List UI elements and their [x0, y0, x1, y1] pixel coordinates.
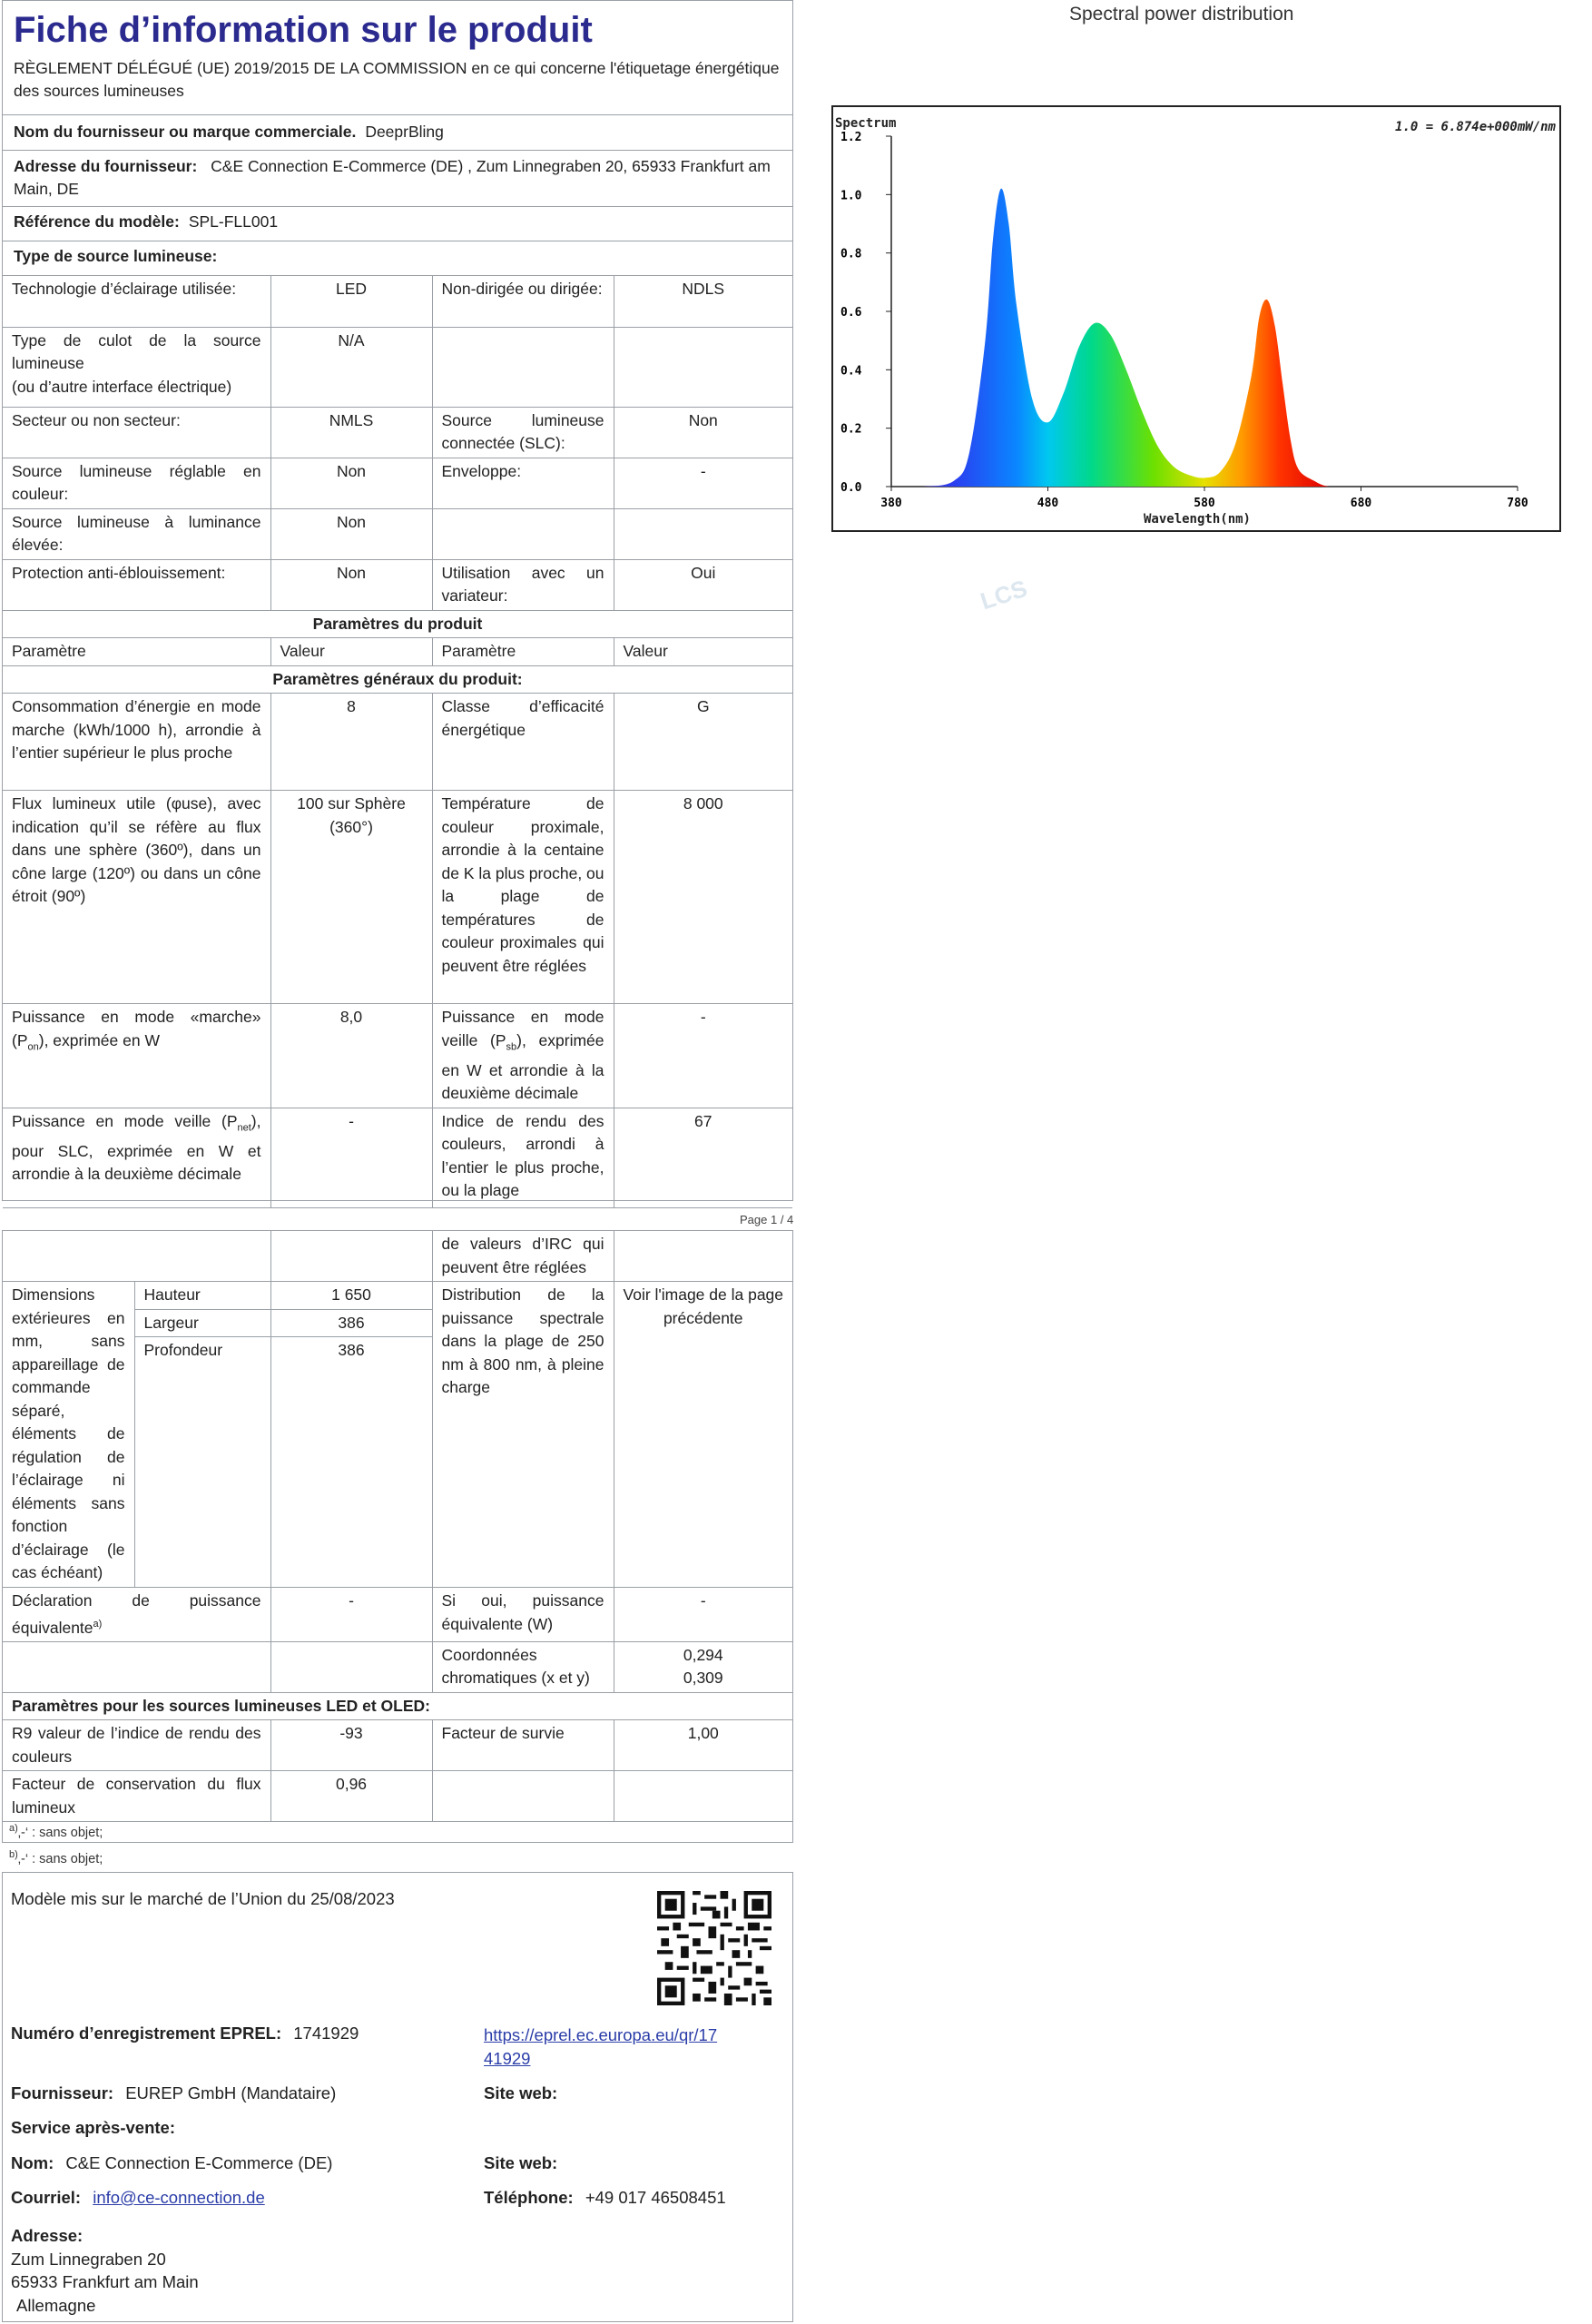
standby-power-sub: sb — [506, 1041, 517, 1052]
table-row — [3, 610, 792, 638]
model-label: Référence du modèle: — [14, 212, 180, 231]
envelope-value: - — [614, 458, 792, 508]
email-row — [11, 2188, 265, 2208]
table-row — [3, 1108, 792, 1207]
empty-cell — [3, 1231, 270, 1282]
supplier-address-row — [3, 151, 792, 207]
connected-source-label: Source lumineuse connectée (SLC): — [432, 407, 614, 458]
empty-cell — [614, 327, 792, 407]
supplier-value: EUREP GmbH (Mandataire) — [125, 2083, 337, 2102]
column-header-value: Valeur — [270, 638, 432, 666]
networked-standby-label — [3, 1108, 270, 1207]
email-link[interactable]: info@ce-connection.de — [93, 2188, 265, 2207]
spectral-distribution-value: Voir l'image de la page précédente — [614, 1282, 792, 1588]
footnote-b — [9, 1849, 103, 1866]
service-website-label — [484, 2153, 557, 2173]
empty-cell — [432, 327, 614, 407]
page-one — [2, 0, 793, 1201]
flux-maintenance-label: Facteur de conservation du flux lumineux — [3, 1771, 270, 1822]
phone-label: Téléphone: — [484, 2188, 574, 2207]
empty-cell — [270, 1641, 432, 1692]
y-tick-label: 1.0 — [840, 189, 862, 203]
spectral-chart — [831, 105, 1561, 532]
luminous-flux-value: 100 sur Sphère (360°) — [270, 791, 432, 1004]
dimensions-table — [3, 1230, 792, 1822]
r9-value: -93 — [270, 1720, 432, 1771]
page-number: Page 1 / 4 — [740, 1213, 794, 1226]
product-params-heading: Paramètres du produit — [3, 610, 792, 638]
width-label: Largeur — [134, 1309, 270, 1337]
source-type-heading: Type de source lumineuse: — [14, 247, 218, 265]
footnote-b-text: ‚-‘ : sans objet; — [17, 1851, 103, 1866]
email-label: Courriel: — [11, 2188, 82, 2207]
networked-standby-label-a: Puissance en mode veille (P — [12, 1111, 238, 1130]
table-row — [3, 1588, 792, 1642]
model-value: SPL-FLL001 — [188, 212, 279, 231]
service-name-row — [11, 2153, 332, 2173]
high-luminance-label: Source lumineuse à luminance élevée: — [3, 508, 270, 559]
spectral-distribution-label: Distribution de la puissance spectrale dans la plage de 250 nm à 800 nm, à pleine charge — [432, 1282, 614, 1588]
address-line-1: Zum Linnegraben 20 — [11, 2249, 166, 2269]
y-tick-label: 0.8 — [840, 247, 862, 261]
supplier-name-label: Nom du fournisseur ou marque commerciale. — [14, 123, 357, 141]
footnote-ref-a: a) — [93, 1618, 103, 1630]
table-row — [3, 1004, 792, 1108]
y-tick-label: 0.4 — [840, 364, 862, 379]
chart-frame — [832, 106, 1560, 531]
networked-standby-sub: net — [237, 1122, 251, 1133]
source-type-table — [3, 276, 792, 1208]
flux-maintenance-value: 0,96 — [270, 1771, 432, 1822]
table-row — [3, 1282, 792, 1310]
page-two — [2, 1230, 793, 1843]
energy-class-label: Classe d’efficacité énergétique — [432, 694, 614, 791]
cap-type-label-sub: (ou d’autre interface électrique) — [12, 377, 232, 396]
chart-ylabel: Spectrum — [835, 116, 897, 131]
equivalent-power-declaration-text: Déclaration de puissance équivalente — [12, 1591, 261, 1637]
eprel-link-line2[interactable]: 41929 — [484, 2049, 531, 2068]
qr-code-icon[interactable] — [657, 1891, 771, 2005]
table-row — [3, 694, 792, 791]
footnote-a-text: ‚-‘ : sans objet; — [17, 1825, 103, 1840]
footnote-a — [9, 1823, 103, 1840]
x-tick-label: 480 — [1037, 497, 1059, 510]
equivalent-power-declaration-value: - — [270, 1588, 432, 1642]
source-type-heading-row — [3, 241, 792, 276]
after-sales-heading-text: Service après-vente: — [11, 2118, 175, 2137]
equivalent-power-label: Si oui, puissance équivalente (W) — [432, 1588, 614, 1642]
y-tick-label: 0.2 — [840, 422, 862, 437]
eprel-number-row — [11, 2024, 359, 2043]
table-row — [3, 665, 792, 694]
anti-glare-value: Non — [270, 559, 432, 610]
address-block — [11, 2224, 199, 2317]
standby-power-label — [432, 1004, 614, 1108]
market-date: Modèle mis sur le marché de l’Union du 25/08/2023 — [11, 1889, 395, 1908]
lighting-technology-label: Technologie d’éclairage utilisée: — [3, 276, 270, 327]
table-row — [3, 1771, 792, 1822]
cap-type-label — [3, 327, 270, 407]
dimmer-value: Oui — [614, 559, 792, 610]
supplier-website-label — [484, 2083, 557, 2103]
footnote-b-sup: b) — [9, 1849, 18, 1860]
luminous-flux-label: Flux lumineux utile (φuse), avec indication qu’il se réfère au flux dans une sphère (360º), dans un cône large (120º) ou dans un cône étroit (90º) — [3, 791, 270, 1004]
phone-value: +49 017 46508451 — [585, 2188, 726, 2207]
table-row — [3, 1720, 792, 1771]
depth-value: 386 — [270, 1337, 432, 1588]
empty-cell — [270, 1231, 432, 1282]
page-title: Fiche d’information sur le produit — [14, 10, 593, 50]
phone-row — [484, 2188, 726, 2208]
cri-label-part1: Indice de rendu des couleurs, arrondi à l’entier le plus proche, ou la plage — [432, 1108, 614, 1207]
table-row — [3, 638, 792, 666]
eprel-link-line1[interactable]: https://eprel.ec.europa.eu/qr/17 — [484, 2025, 718, 2044]
on-mode-power-value: 8,0 — [270, 1004, 432, 1108]
led-params-heading: Paramètres pour les sources lumineuses LED et OLED: — [3, 1692, 792, 1720]
x-tick-label: 580 — [1194, 497, 1215, 510]
model-row — [3, 207, 792, 241]
table-row — [3, 1692, 792, 1720]
general-params-heading: Paramètres généraux du produit: — [3, 665, 792, 694]
colour-temperature-value: 8 000 — [614, 791, 792, 1004]
address-line-2: 65933 Frankfurt am Main — [11, 2272, 199, 2291]
service-name-label: Nom: — [11, 2153, 54, 2172]
standby-power-label-b: ), exprimée en W et arrondie à la deuxième décimale — [441, 1030, 604, 1102]
chart-title: Spectral power distribution — [1069, 4, 1294, 25]
mains-label: Secteur ou non secteur: — [3, 407, 270, 458]
table-row — [3, 1641, 792, 1692]
on-mode-power-label-b: ), exprimée en W — [38, 1030, 160, 1049]
table-row — [3, 508, 792, 559]
eprel-number-label: Numéro d’enregistrement EPREL: — [11, 2024, 282, 2043]
empty-cell — [614, 1231, 792, 1282]
eprel-link[interactable] — [484, 2024, 717, 2071]
width-value: 386 — [270, 1309, 432, 1337]
envelope-label: Enveloppe: — [432, 458, 614, 508]
on-mode-power-sub: on — [27, 1041, 39, 1052]
watermark: LCS — [977, 574, 1031, 615]
table-row — [3, 458, 792, 508]
on-mode-power-label — [3, 1004, 270, 1108]
service-name-value: C&E Connection E-Commerce (DE) — [65, 2153, 333, 2172]
supplier-address-label: Adresse du fournisseur: — [14, 157, 198, 175]
mains-value: NMLS — [270, 407, 432, 458]
empty-cell — [614, 508, 792, 559]
survival-factor-label: Facteur de survie — [432, 1720, 614, 1771]
footnote-a-sup: a) — [9, 1823, 18, 1834]
directional-label: Non-dirigée ou dirigée: — [432, 276, 614, 327]
table-row — [3, 559, 792, 610]
x-tick-label: 680 — [1350, 497, 1372, 510]
column-header-param: Paramètre — [3, 638, 270, 666]
standby-power-label-a: Puissance en mode veille (P — [441, 1008, 604, 1049]
supplier-label: Fournisseur: — [11, 2083, 114, 2102]
x-tick-label: 380 — [880, 497, 902, 510]
chromaticity-label: Coordonnées chromatiques (x et y) — [432, 1641, 614, 1692]
energy-class-value: G — [614, 694, 792, 791]
service-website-label-text: Site web: — [484, 2153, 558, 2172]
chromaticity-x: 0,294 — [683, 1645, 723, 1664]
chart-scale-note: 1.0 = 6.874e+000mW/nm — [1394, 120, 1556, 134]
y-tick-label: 0.6 — [840, 306, 862, 320]
dimmer-label: Utilisation avec un variateur: — [432, 559, 614, 610]
colour-tunable-label: Source lumineuse réglable en couleur: — [3, 458, 270, 508]
survival-factor-value: 1,00 — [614, 1720, 792, 1771]
height-label: Hauteur — [134, 1282, 270, 1310]
cri-value: 67 — [614, 1108, 792, 1207]
colour-tunable-value: Non — [270, 458, 432, 508]
high-luminance-value: Non — [270, 508, 432, 559]
chromaticity-value — [614, 1641, 792, 1692]
table-row — [3, 327, 792, 407]
equivalent-power-declaration-label — [3, 1588, 270, 1642]
dimensions-label: Dimensions extérieures en mm, sans appareillage de commande séparé, éléments de régulation de l’éclairage ni éléments sans fonction d’éclairage (le cas échéant) — [3, 1282, 134, 1588]
supplier-row — [11, 2083, 336, 2103]
supplier-website-label-text: Site web: — [484, 2083, 558, 2102]
networked-standby-value: - — [270, 1108, 432, 1207]
height-value: 1 650 — [270, 1282, 432, 1310]
column-header-param-2: Paramètre — [432, 638, 614, 666]
on-mode-power-label-a: Puissance en mode «marche» (P — [12, 1008, 261, 1049]
connected-source-value: Non — [614, 407, 792, 458]
empty-cell — [432, 508, 614, 559]
column-header-value-2: Valeur — [614, 638, 792, 666]
regulation-text: RÈGLEMENT DÉLÉGUÉ (UE) 2019/2015 DE LA COMMISSION en ce qui concerne l'étiquetage énergétique des sources lumineuses — [3, 52, 792, 115]
after-sales-heading — [11, 2118, 175, 2138]
table-row — [3, 407, 792, 458]
anti-glare-label: Protection anti-éblouissement: — [3, 559, 270, 610]
table-row — [3, 791, 792, 1004]
x-tick-label: 780 — [1507, 497, 1528, 510]
supplier-name-value: DeeprBling — [365, 123, 444, 141]
empty-cell — [614, 1771, 792, 1822]
cri-label-part2: de valeurs d’IRC qui peuvent être réglées — [432, 1231, 614, 1282]
supplier-name-row — [3, 115, 792, 151]
chart-xlabel: Wavelength(nm) — [1143, 512, 1252, 527]
address-line-3: Allemagne — [16, 2295, 96, 2315]
energy-consumption-value: 8 — [270, 694, 432, 791]
eprel-number-value: 1741929 — [293, 2024, 359, 2043]
r9-label: R9 valeur de l’indice de rendu des couleurs — [3, 1720, 270, 1771]
table-row — [3, 1231, 792, 1282]
table-row — [3, 276, 792, 327]
directional-value: NDLS — [614, 276, 792, 327]
empty-cell — [432, 1771, 614, 1822]
cap-type-label-main: Type de culot de la source lumineuse — [12, 330, 261, 372]
colour-temperature-label: Température de couleur proximale, arrondie à la centaine de K la plus proche, ou la plage de températures de couleur proximales qui peuvent être réglées — [432, 791, 614, 1004]
chromaticity-y: 0,309 — [683, 1669, 723, 1688]
supplier-address-value: C&E Connection E-Commerce (DE) , Zum Linnegraben 20, 65933 Frankfurt am Main, DE — [14, 157, 771, 198]
address-label: Adresse: — [11, 2226, 84, 2245]
standby-power-value: - — [614, 1004, 792, 1108]
y-tick-label: 0.0 — [840, 481, 862, 495]
cap-type-value: N/A — [270, 327, 432, 407]
y-tick-label: 1.2 — [840, 131, 862, 144]
depth-label: Profondeur — [134, 1337, 270, 1588]
networked-standby-label-b: ), pour SLC, exprimée en W et arrondie à la deuxième décimale — [12, 1111, 261, 1183]
empty-cell — [3, 1641, 270, 1692]
equivalent-power-value: - — [614, 1588, 792, 1642]
lighting-technology-value: LED — [270, 276, 432, 327]
energy-consumption-label: Consommation d’énergie en mode marche (kWh/1000 h), arrondie à l’entier supérieur le plus proche — [3, 694, 270, 791]
